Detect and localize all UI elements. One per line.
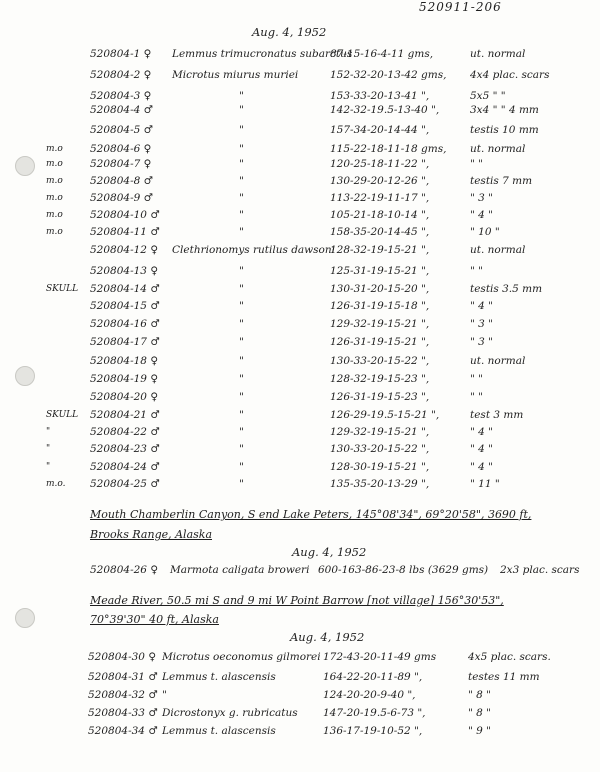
specimen-row <box>0 47 600 61</box>
skull-marker: m.o <box>46 159 63 169</box>
remarks: 2x3 plac. scars <box>500 564 580 576</box>
specimen-number: 520804-13 ♀ <box>90 265 159 277</box>
ditto-mark: " <box>239 158 244 170</box>
species-name: Marmota caligata broweri <box>170 564 310 576</box>
ditto-mark: " <box>239 90 244 102</box>
measurements: 147-20-19.5-6-73 ", <box>323 707 426 719</box>
skull-marker: m.o <box>46 210 63 220</box>
remarks: testes 11 mm <box>468 671 540 683</box>
remarks: " 8 " <box>468 707 492 719</box>
remarks: " " <box>470 391 483 403</box>
specimen-row <box>0 225 600 239</box>
specimen-number: 520804-15 ♂ <box>90 300 160 312</box>
ditto-mark: " <box>239 355 244 367</box>
section2-date: Aug. 4, 1952 <box>292 545 367 559</box>
section2-locality-line2: Brooks Range, Alaska <box>90 528 213 541</box>
section3-date: Aug. 4, 1952 <box>290 630 365 644</box>
specimen-number: 520804-3 ♀ <box>90 90 152 102</box>
remarks: 5x5 " " <box>470 90 506 102</box>
measurements: 600-163-86-23-8 lbs (3629 gms) <box>318 564 489 576</box>
specimen-row <box>0 408 600 422</box>
measurements: 113-22-19-11-17 ", <box>330 192 430 204</box>
species-name: Lemmus t. alascensis <box>162 725 276 737</box>
specimen-row <box>0 688 600 702</box>
specimen-number: 520804-32 ♂ <box>88 689 158 701</box>
specimen-number: 520804-33 ♂ <box>88 707 158 719</box>
specimen-row <box>0 282 600 296</box>
measurements: 126-29-19.5-15-21 ", <box>330 409 440 421</box>
ditto-mark: " <box>239 283 244 295</box>
measurements: 164-22-20-11-89 ", <box>323 671 423 683</box>
measurements: 129-32-19-15-21 ", <box>330 426 430 438</box>
measurements: 130-31-20-15-20 ", <box>330 283 430 295</box>
ditto-mark: " <box>239 461 244 473</box>
specimen-row <box>0 724 600 738</box>
specimen-row <box>0 650 600 664</box>
specimen-row <box>0 477 600 491</box>
ditto-mark: " <box>239 318 244 330</box>
species-name: Microtus oeconomus gilmorei <box>162 651 321 663</box>
specimen-number: 520804-22 ♂ <box>90 426 160 438</box>
ditto-mark: " <box>239 265 244 277</box>
ditto-mark: " <box>239 143 244 155</box>
section3-locality-line1: Meade River, 50.5 mi S and 9 mi W Point Barrow [not village] 156°30'53", <box>90 594 504 607</box>
specimen-row <box>0 174 600 188</box>
skull-marker: SKULL <box>46 284 79 294</box>
remarks: ut. normal <box>470 355 526 367</box>
remarks: testis 10 mm <box>470 124 539 136</box>
specimen-row <box>0 157 600 171</box>
specimen-number: 520804-7 ♀ <box>90 158 152 170</box>
specimen-number: 520804-20 ♀ <box>90 391 159 403</box>
specimen-number: 520804-14 ♂ <box>90 283 160 295</box>
specimen-row <box>0 425 600 439</box>
remarks: " 4 " <box>470 209 494 221</box>
remarks: " 4 " <box>470 300 494 312</box>
measurements: 115-22-18-11-18 gms, <box>330 143 447 155</box>
specimen-number: 520804-4 ♂ <box>90 104 154 116</box>
ditto-mark: " <box>239 209 244 221</box>
specimen-number: 520804-17 ♂ <box>90 336 160 348</box>
measurements: 130-29-20-12-26 ", <box>330 175 430 187</box>
ditto-mark: " <box>239 124 244 136</box>
remarks: ut. normal <box>470 244 526 256</box>
specimen-number: 520804-26 ♀ <box>90 564 159 576</box>
measurements: 142-32-19.5-13-40 ", <box>330 104 440 116</box>
measurements: 105-21-18-10-14 ", <box>330 209 430 221</box>
ditto-mark: " <box>239 175 244 187</box>
specimen-number: 520804-16 ♂ <box>90 318 160 330</box>
remarks: " " <box>470 158 483 170</box>
measurements: 129-32-19-15-21 ", <box>330 318 430 330</box>
measurements: 87-15-16-4-11 gms, <box>330 48 434 60</box>
specimen-row <box>0 390 600 404</box>
specimen-number: 520804-10 ♂ <box>90 209 160 221</box>
ditto-mark: " <box>239 426 244 438</box>
measurements: 130-33-20-15-22 ", <box>330 355 430 367</box>
remarks: 4x4 plac. scars <box>470 69 550 81</box>
measurements: 126-31-19-15-18 ", <box>330 300 430 312</box>
remarks: test 3 mm <box>470 409 524 421</box>
specimen-row <box>0 191 600 205</box>
species-name: Clethrionomys rutilus dawsoni <box>172 244 335 256</box>
specimen-row <box>0 670 600 684</box>
specimen-number: 520804-5 ♂ <box>90 124 154 136</box>
specimen-number: 520804-23 ♂ <box>90 443 160 455</box>
ditto-mark: " <box>239 192 244 204</box>
skull-marker: m.o <box>46 144 63 154</box>
ditto-mark: " <box>239 391 244 403</box>
remarks: " 3 " <box>470 336 494 348</box>
document-number: 520911-206 <box>419 0 502 14</box>
specimen-number: 520804-19 ♀ <box>90 373 159 385</box>
specimen-row <box>0 354 600 368</box>
specimen-row <box>0 68 600 82</box>
remarks: testis 7 mm <box>470 175 533 187</box>
specimen-row <box>0 243 600 257</box>
specimen-number: 520804-21 ♂ <box>90 409 160 421</box>
section1-date: Aug. 4, 1952 <box>252 25 327 39</box>
measurements: 124-20-20-9-40 ", <box>323 689 416 701</box>
measurements: 126-31-19-15-21 ", <box>330 336 430 348</box>
specimen-number: 520804-25 ♂ <box>90 478 160 490</box>
ditto-mark: " <box>239 409 244 421</box>
species-name: " <box>162 689 167 701</box>
specimen-row <box>0 317 600 331</box>
ditto-mark: " <box>239 443 244 455</box>
specimen-row <box>0 142 600 156</box>
measurements: 128-30-19-15-21 ", <box>330 461 430 473</box>
specimen-row <box>0 442 600 456</box>
specimen-number: 520804-1 ♀ <box>90 48 152 60</box>
ditto-mark: " <box>239 336 244 348</box>
species-name: Lemmus trimucronatus subarctus <box>172 48 353 60</box>
skull-marker: m.o <box>46 227 63 237</box>
remarks: " " <box>470 373 483 385</box>
remarks: 3x4 " " 4 mm <box>470 104 539 116</box>
specimen-row <box>0 706 600 720</box>
remarks: testis 3.5 mm <box>470 283 543 295</box>
specimen-row <box>0 103 600 117</box>
skull-marker: m.o <box>46 193 63 203</box>
ditto-mark: " <box>239 226 244 238</box>
remarks: " " <box>470 265 483 277</box>
section2-specimen-row <box>0 563 600 577</box>
remarks: 4x5 plac. scars. <box>468 651 551 663</box>
section3-locality-line2: 70°39'30" 40 ft, Alaska <box>90 613 219 626</box>
remarks: ut. normal <box>470 143 526 155</box>
specimen-number: 520804-18 ♀ <box>90 355 159 367</box>
specimen-row <box>0 123 600 137</box>
remarks: " 4 " <box>470 443 494 455</box>
measurements: 135-35-20-13-29 ", <box>330 478 430 490</box>
measurements: 126-31-19-15-23 ", <box>330 391 430 403</box>
species-name: Microtus miurus muriei <box>172 69 299 81</box>
remarks: " 10 " <box>470 226 500 238</box>
skull-marker: " <box>46 462 51 472</box>
specimen-number: 520804-11 ♂ <box>90 226 160 238</box>
measurements: 125-31-19-15-21 ", <box>330 265 430 277</box>
measurements: 152-32-20-13-42 gms, <box>330 69 447 81</box>
remarks: " 11 " <box>470 478 500 490</box>
specimen-row <box>0 372 600 386</box>
specimen-number: 520804-9 ♂ <box>90 192 154 204</box>
specimen-row <box>0 460 600 474</box>
specimen-number: 520804-2 ♀ <box>90 69 152 81</box>
specimen-number: 520804-8 ♂ <box>90 175 154 187</box>
ditto-mark: " <box>239 300 244 312</box>
ditto-mark: " <box>239 104 244 116</box>
specimen-row <box>0 208 600 222</box>
measurements: 128-32-19-15-21 ", <box>330 244 430 256</box>
skull-marker: m.o. <box>46 479 66 489</box>
specimen-row <box>0 264 600 278</box>
measurements: 128-32-19-15-23 ", <box>330 373 430 385</box>
measurements: 172-43-20-11-49 gms <box>323 651 437 663</box>
specimen-number: 520804-24 ♂ <box>90 461 160 473</box>
remarks: " 9 " <box>468 725 492 737</box>
specimen-row <box>0 335 600 349</box>
remarks: " 3 " <box>470 192 494 204</box>
species-name: Lemmus t. alascensis <box>162 671 276 683</box>
section2-locality-line1: Mouth Chamberlin Canyon, S end Lake Peters, 145°08'34", 69°20'58", 3690 ft, <box>90 508 532 521</box>
specimen-number: 520804-12 ♀ <box>90 244 159 256</box>
skull-marker: " <box>46 427 51 437</box>
species-name: Dicrostonyx g. rubricatus <box>162 707 298 719</box>
measurements: 136-17-19-10-52 ", <box>323 725 423 737</box>
ditto-mark: " <box>239 478 244 490</box>
specimen-number: 520804-30 ♀ <box>88 651 157 663</box>
specimen-number: 520804-31 ♂ <box>88 671 158 683</box>
specimen-number: 520804-34 ♂ <box>88 725 158 737</box>
measurements: 158-35-20-14-45 ", <box>330 226 430 238</box>
specimen-number: 520804-6 ♀ <box>90 143 152 155</box>
specimen-row <box>0 299 600 313</box>
remarks: " 8 " <box>468 689 492 701</box>
measurements: 130-33-20-15-22 ", <box>330 443 430 455</box>
skull-marker: m.o <box>46 176 63 186</box>
skull-marker: " <box>46 444 51 454</box>
remarks: " 4 " <box>470 461 494 473</box>
specimen-row <box>0 89 600 103</box>
remarks: " 4 " <box>470 426 494 438</box>
measurements: 153-33-20-13-41 ", <box>330 90 430 102</box>
remarks: ut. normal <box>470 48 526 60</box>
ditto-mark: " <box>239 373 244 385</box>
measurements: 157-34-20-14-44 ", <box>330 124 430 136</box>
measurements: 120-25-18-11-22 ", <box>330 158 430 170</box>
skull-marker: SKULL <box>46 410 79 420</box>
punch-hole <box>15 608 35 628</box>
remarks: " 3 " <box>470 318 494 330</box>
